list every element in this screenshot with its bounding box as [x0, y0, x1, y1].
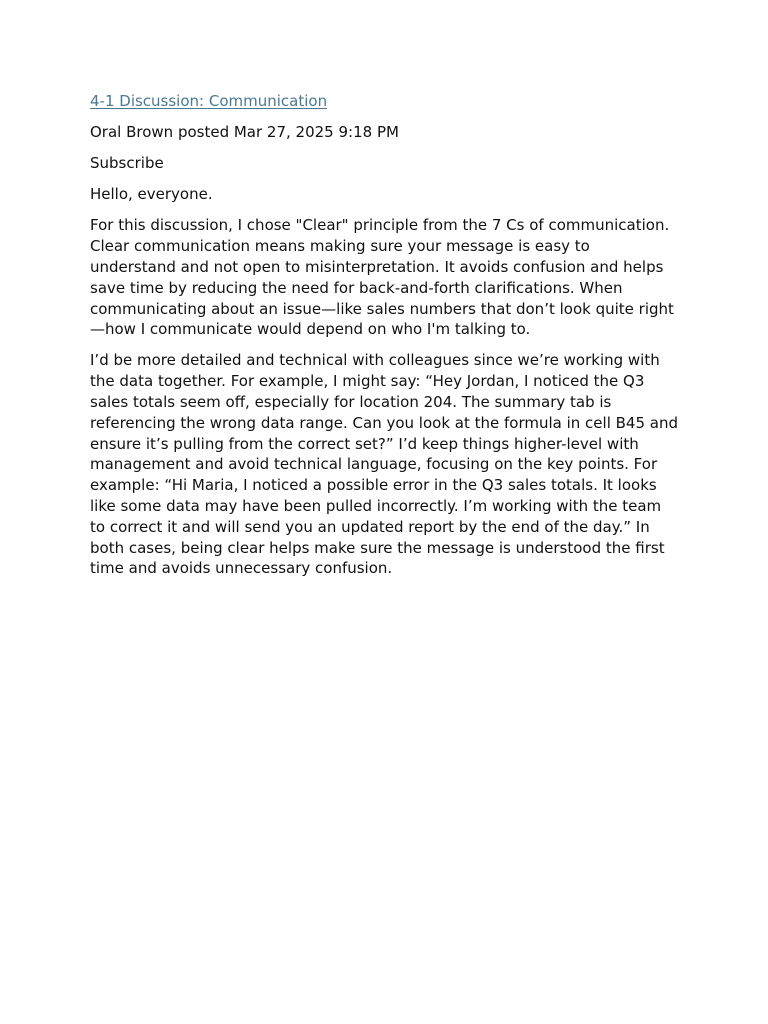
- subscribe-link[interactable]: Subscribe: [90, 154, 164, 173]
- post-paragraph: For this discussion, I chose "Clear" principle from the 7 Cs of communication. Clear communication means making sure your message is easy to understand and not open to misinterpretation. It avoids confusion and helps save time by reducing the need for back-and-forth clarifications. When communicating about an issue—like sales numbers that don’t look quite right—how I communicate would depend on who I'm talking to.: [90, 216, 674, 339]
- post-greeting: Hello, everyone.: [90, 185, 213, 204]
- post-paragraph: I’d be more detailed and technical with colleagues since we’re working with the data together. For example, I might say: “Hey Jordan, I noticed the Q3 sales totals seem off, especially for location 204. The summary tab is referencing the wrong data range. Can you look at the formula in cell B45 and ensure it’s pulling from the correct set?” I’d keep things higher-level with management and avoid technical language, focusing on the key points. For example: “Hi Maria, I noticed a possible error in the Q3 sales totals. It looks like some data may have been pulled incorrectly. I’m working with the team to correct it and will send you an updated report by the end of the day.” In both cases, being clear helps make sure the message is understood the first time and avoids unnecessary confusion.: [90, 351, 678, 578]
- post-title: [90, 91, 680, 112]
- discussion-post: [90, 91, 680, 590]
- post-title-link[interactable]: 4-1 Discussion: Communication: [90, 92, 328, 110]
- post-meta: Oral Brown posted Mar 27, 2025 9:18 PM: [90, 123, 399, 142]
